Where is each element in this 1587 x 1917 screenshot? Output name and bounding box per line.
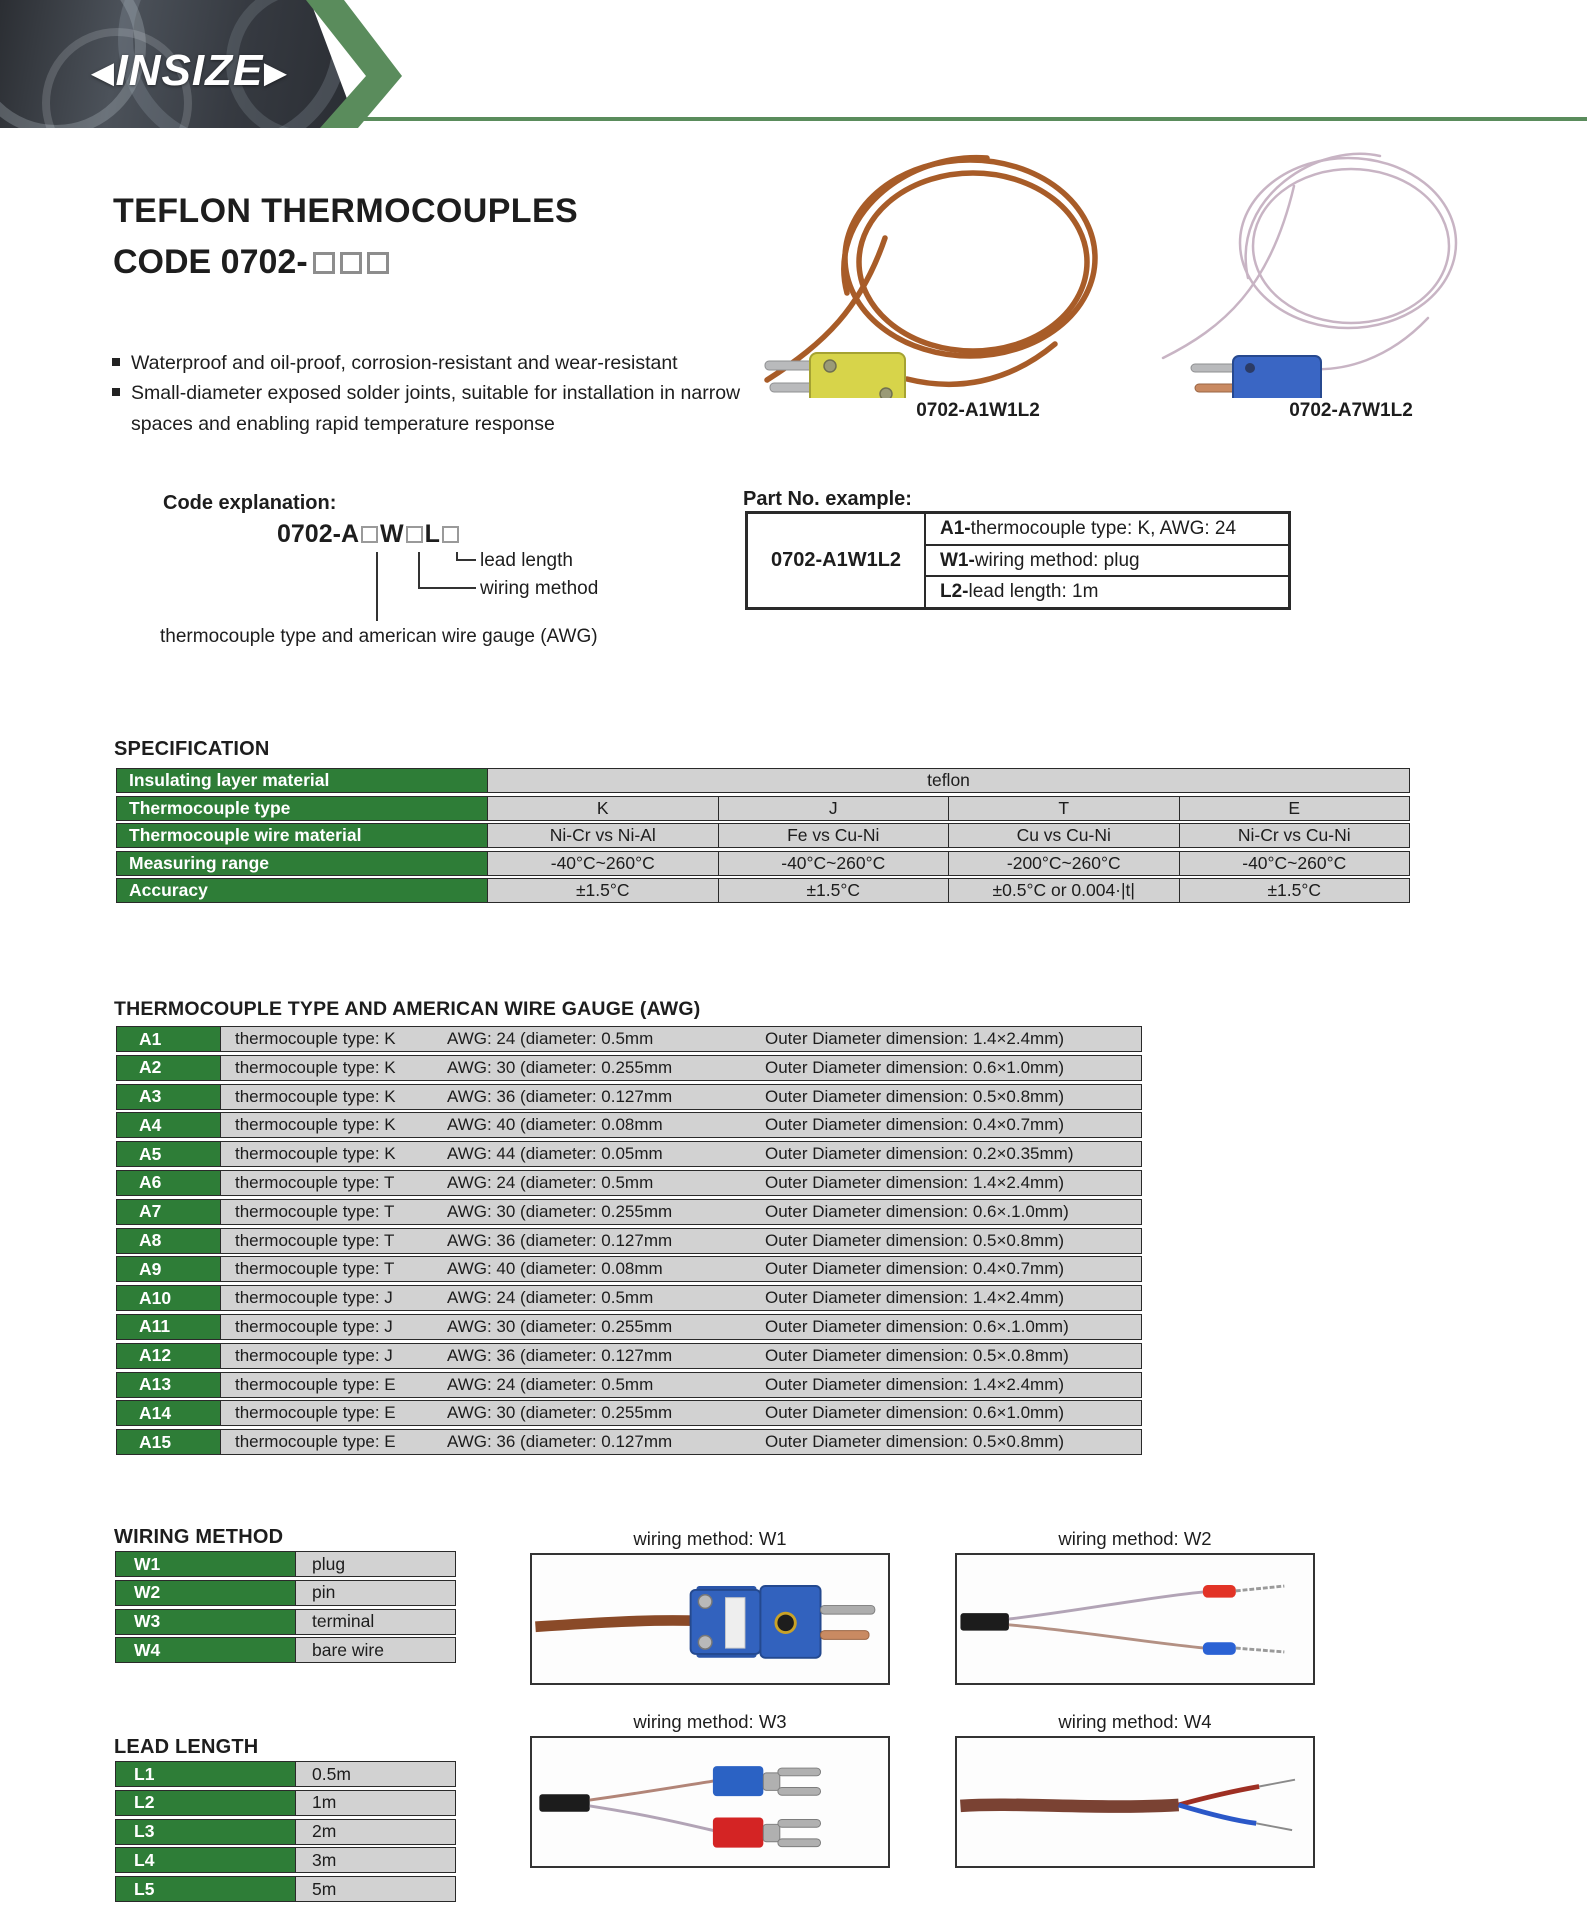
feature-item	[112, 378, 744, 439]
wiring-value-cell: plug	[296, 1552, 455, 1576]
awg-row	[116, 1256, 1142, 1282]
awg-gauge-text: AWG: 24 (diameter: 0.5mm	[447, 1374, 654, 1394]
awg-gauge-text: AWG: 30 (diameter: 0.255mm	[447, 1201, 673, 1221]
awg-row	[116, 1285, 1142, 1311]
wiring-method-heading: WIRING METHOD	[114, 1526, 284, 1548]
header-chevron	[298, 0, 410, 128]
product-label: 0702-A1W1L2	[916, 400, 1040, 421]
spec-row-label: Measuring range	[117, 852, 488, 875]
terminal-sleeve	[713, 1766, 763, 1796]
awg-type-text: thermocouple type: J	[235, 1345, 393, 1365]
awg-table	[116, 1026, 1142, 1458]
plug-label	[726, 1598, 745, 1648]
pin	[821, 1631, 869, 1640]
wiring-example-photo-w3	[530, 1736, 890, 1868]
awg-data-cell	[221, 1430, 1141, 1454]
awg-type-text: thermocouple type: K	[235, 1029, 396, 1048]
awg-data-cell	[221, 1142, 1141, 1166]
lead-row	[115, 1819, 456, 1845]
awg-type-text: thermocouple type: T	[235, 1259, 395, 1279]
lead-value-cell: 0.5m	[296, 1762, 455, 1786]
awg-type-text: thermocouple type: E	[235, 1403, 396, 1423]
spec-cell: ±1.5°C	[488, 879, 718, 902]
wiring-method-table	[115, 1551, 456, 1666]
spec-cell: Fe vs Cu-Ni	[718, 824, 949, 847]
logo-arrow-left-icon: ◀	[92, 56, 115, 88]
wiring-value-cell: bare wire	[296, 1638, 455, 1662]
wire	[960, 1805, 1178, 1807]
awg-gauge-text: AWG: 30 (diameter: 0.255mm	[447, 1057, 673, 1077]
spec-cell: -40°C~260°C	[488, 852, 718, 875]
wire-branch	[1179, 1805, 1257, 1823]
pin-illustration	[957, 1555, 1313, 1683]
lead-row	[115, 1761, 456, 1787]
awg-type-text: thermocouple type: K	[235, 1115, 396, 1135]
bullet-icon	[112, 388, 120, 396]
logo-arrow-right-icon: ▶	[264, 56, 287, 88]
awg-gauge-text: AWG: 36 (diameter: 0.127mm	[447, 1086, 673, 1106]
feature-item	[112, 348, 744, 378]
awg-type-text: thermocouple type: T	[235, 1172, 395, 1192]
bare-wire-illustration	[957, 1738, 1313, 1866]
awg-code-cell: A6	[117, 1171, 221, 1195]
awg-code-cell: A15	[117, 1430, 221, 1454]
awg-code-cell: A10	[117, 1286, 221, 1310]
awg-code-cell: A5	[117, 1142, 221, 1166]
sheath	[539, 1794, 589, 1811]
awg-od-text: Outer Diameter dimension: 0.5×.0.8mm)	[765, 1345, 1069, 1365]
awg-gauge-text: AWG: 44 (diameter: 0.05mm	[447, 1144, 663, 1164]
code-box	[406, 526, 423, 543]
spec-table	[116, 768, 1410, 906]
wire	[1009, 1625, 1205, 1648]
plug-connector	[765, 353, 905, 398]
part-prefix: W1-	[940, 549, 975, 571]
brand-logo-text: INSIZE	[115, 46, 264, 95]
product-code-title	[113, 243, 389, 282]
awg-data-cell	[221, 1085, 1141, 1109]
plug-illustration	[532, 1555, 888, 1683]
brand-logo	[92, 46, 287, 96]
awg-code-cell: A4	[117, 1113, 221, 1137]
awg-data-cell	[221, 1401, 1141, 1425]
awg-type-text: thermocouple type: J	[235, 1316, 393, 1336]
awg-data-cell	[221, 1315, 1141, 1339]
product-photo-a1w1l2	[755, 128, 1105, 398]
part-example-heading: Part No. example:	[743, 488, 912, 510]
awg-row	[116, 1429, 1142, 1455]
awg-od-text: Outer Diameter dimension: 0.5×0.8mm)	[765, 1086, 1065, 1106]
lead-value-cell: 3m	[296, 1848, 455, 1872]
code-placeholder-box	[367, 252, 389, 274]
awg-data-cell	[221, 1056, 1141, 1080]
awg-type-text: thermocouple type: K	[235, 1057, 396, 1077]
code-part: W	[380, 520, 404, 548]
awg-gauge-text: AWG: 24 (diameter: 0.5mm	[447, 1029, 654, 1048]
page-title: TEFLON THERMOCOUPLES	[113, 192, 579, 230]
pin	[821, 1605, 875, 1614]
wiring-row	[115, 1609, 456, 1635]
awg-type-text: thermocouple type: E	[235, 1374, 396, 1394]
product-label: 0702-A7W1L2	[1289, 400, 1413, 421]
code-part: 0702-A	[277, 520, 359, 548]
awg-od-text: Outer Diameter dimension: 0.5×0.8mm)	[765, 1432, 1065, 1452]
part-example-row	[926, 546, 1288, 578]
code-box	[361, 526, 378, 543]
awg-code-cell: A7	[117, 1200, 221, 1224]
awg-heading: THERMOCOUPLE TYPE AND AMERICAN WIRE GAUGE (AWG)	[114, 998, 701, 1020]
spec-cell: J	[718, 797, 949, 820]
coiled-wire	[767, 158, 1095, 385]
awg-type-text: thermocouple type: K	[235, 1144, 396, 1164]
lead-row	[115, 1847, 456, 1873]
fork-terminal-icon	[763, 1819, 820, 1846]
crimp-pin	[1203, 1585, 1236, 1598]
awg-gauge-text: AWG: 24 (diameter: 0.5mm	[447, 1288, 654, 1308]
wiring-example-photo-w1	[530, 1553, 890, 1685]
bare-tip	[1259, 1780, 1295, 1787]
lead-row	[115, 1790, 456, 1816]
spec-row	[116, 796, 1410, 821]
wiring-example-caption: wiring method: W1	[633, 1528, 787, 1549]
awg-row	[116, 1372, 1142, 1398]
code-label-wiring-method: wiring method	[480, 578, 599, 599]
awg-row	[116, 1055, 1142, 1081]
code-box	[442, 526, 459, 543]
coiled-wire	[1163, 154, 1456, 369]
spec-cell: T	[948, 797, 1179, 820]
screw-icon	[698, 1635, 712, 1649]
lead-code-cell: L1	[116, 1762, 296, 1786]
awg-row	[116, 1112, 1142, 1138]
awg-code-cell: A13	[117, 1373, 221, 1397]
awg-gauge-text: AWG: 30 (diameter: 0.255mm	[447, 1403, 673, 1423]
bare-tip	[1236, 1648, 1284, 1652]
awg-data-cell	[221, 1344, 1141, 1368]
wiring-value-cell: pin	[296, 1581, 455, 1605]
crimp-pin	[1203, 1642, 1236, 1655]
lead-length-table	[115, 1761, 456, 1905]
awg-data-cell	[221, 1027, 1141, 1051]
awg-gauge-text: AWG: 24 (diameter: 0.5mm	[447, 1172, 654, 1192]
awg-code-cell: A8	[117, 1229, 221, 1253]
awg-od-text: Outer Diameter dimension: 0.6×.1.0mm)	[765, 1316, 1069, 1336]
wire-branch	[1179, 1786, 1259, 1804]
part-number-cell: 0702-A1W1L2	[748, 514, 926, 607]
awg-od-text: Outer Diameter dimension: 0.4×0.7mm)	[765, 1259, 1065, 1279]
lead-code-cell: L2	[116, 1791, 296, 1815]
awg-gauge-text: AWG: 36 (diameter: 0.127mm	[447, 1230, 673, 1250]
wiring-example-caption: wiring method: W3	[633, 1711, 787, 1732]
awg-type-text: thermocouple type: T	[235, 1230, 395, 1250]
awg-row	[116, 1400, 1142, 1426]
awg-code-cell: A3	[117, 1085, 221, 1109]
spec-cell: ±1.5°C	[1179, 879, 1410, 902]
bare-tip	[1256, 1823, 1292, 1830]
header-rule	[352, 117, 1587, 121]
awg-code-cell: A12	[117, 1344, 221, 1368]
lead-length-heading: LEAD LENGTH	[114, 1736, 259, 1758]
spec-row-label: Insulating layer material	[117, 769, 488, 792]
wiring-code-cell: W4	[116, 1638, 296, 1662]
awg-od-text: Outer Diameter dimension: 0.6×.1.0mm)	[765, 1201, 1069, 1221]
spec-row	[116, 851, 1410, 876]
part-prefix: L2-	[940, 581, 969, 603]
spec-cell: Ni-Cr vs Cu-Ni	[1179, 824, 1410, 847]
awg-od-text: Outer Diameter dimension: 0.6×1.0mm)	[765, 1057, 1065, 1077]
wire	[1009, 1592, 1205, 1619]
spec-row	[116, 768, 1410, 793]
awg-data-cell	[221, 1373, 1141, 1397]
code-string	[277, 520, 461, 549]
part-example-table	[745, 511, 1291, 610]
plug-hole	[776, 1613, 795, 1632]
terminal-illustration	[532, 1738, 888, 1866]
product-code-prefix: CODE 0702-	[113, 243, 308, 281]
product-photo-a7w1l2	[1128, 128, 1478, 398]
awg-od-text: Outer Diameter dimension: 0.6×1.0mm)	[765, 1403, 1065, 1423]
awg-row	[116, 1199, 1142, 1225]
awg-row	[116, 1314, 1142, 1340]
wiring-code-cell: W3	[116, 1610, 296, 1634]
awg-od-text: Outer Diameter dimension: 1.4×2.4mm)	[765, 1288, 1065, 1308]
wiring-example-photo-w2	[955, 1553, 1315, 1685]
part-prefix: A1-	[940, 517, 971, 539]
awg-row	[116, 1170, 1142, 1196]
part-example-rows	[926, 514, 1288, 607]
plug-connector	[1191, 356, 1321, 398]
code-label-thermocouple: thermocouple type and american wire gauge (AWG)	[160, 626, 598, 647]
feature-text: Waterproof and oil-proof, corrosion-resistant and wear-resistant	[131, 352, 678, 374]
code-placeholder-box	[340, 252, 362, 274]
awg-gauge-text: AWG: 36 (diameter: 0.127mm	[447, 1345, 673, 1365]
awg-row	[116, 1084, 1142, 1110]
lead-row	[115, 1876, 456, 1902]
sheath	[960, 1613, 1008, 1630]
bare-tip	[1236, 1586, 1284, 1591]
spec-row-label: Accuracy	[117, 879, 488, 902]
awg-code-cell: A9	[117, 1257, 221, 1281]
wire	[535, 1620, 700, 1626]
awg-code-cell: A14	[117, 1401, 221, 1425]
awg-od-text: Outer Diameter dimension: 0.2×0.35mm)	[765, 1144, 1074, 1164]
awg-od-text: Outer Diameter dimension: 1.4×2.4mm)	[765, 1374, 1065, 1394]
code-label-lead-length: lead length	[480, 550, 573, 571]
spec-row-label: Thermocouple wire material	[117, 824, 488, 847]
awg-data-cell	[221, 1229, 1141, 1253]
spec-heading: SPECIFICATION	[114, 738, 270, 760]
lead-code-cell: L3	[116, 1820, 296, 1844]
spec-cell: K	[488, 797, 718, 820]
part-example-row	[926, 514, 1288, 546]
feature-text: Small-diameter exposed solder joints, suitable for installation in narrow spaces and enabling rapid temperature response	[131, 382, 741, 435]
awg-data-cell	[221, 1171, 1141, 1195]
spec-cell: E	[1179, 797, 1410, 820]
awg-data-cell	[221, 1257, 1141, 1281]
awg-od-text: Outer Diameter dimension: 1.4×2.4mm)	[765, 1029, 1065, 1048]
awg-gauge-text: AWG: 40 (diameter: 0.08mm	[447, 1259, 663, 1279]
wiring-code-cell: W1	[116, 1552, 296, 1576]
awg-code-cell: A1	[117, 1027, 221, 1051]
awg-row	[116, 1228, 1142, 1254]
feature-list	[112, 348, 744, 439]
part-text: wiring method: plug	[974, 549, 1140, 571]
spec-cell: -200°C~260°C	[948, 852, 1179, 875]
spec-cell: Ni-Cr vs Ni-Al	[488, 824, 718, 847]
awg-data-cell	[221, 1286, 1141, 1310]
awg-od-text: Outer Diameter dimension: 0.4×0.7mm)	[765, 1115, 1065, 1135]
bullet-icon	[112, 358, 120, 366]
wire	[590, 1781, 716, 1800]
awg-data-cell	[221, 1113, 1141, 1137]
awg-gauge-text: AWG: 30 (diameter: 0.255mm	[447, 1316, 673, 1336]
wiring-example-caption: wiring method: W2	[1058, 1528, 1212, 1549]
spec-cell: ±1.5°C	[718, 879, 949, 902]
spec-cell: -40°C~260°C	[1179, 852, 1410, 875]
wiring-row	[115, 1580, 456, 1606]
awg-type-text: thermocouple type: J	[235, 1288, 393, 1308]
lead-value-cell: 1m	[296, 1791, 455, 1815]
code-part: L	[424, 520, 440, 548]
fork-terminal-icon	[763, 1768, 820, 1795]
awg-type-text: thermocouple type: K	[235, 1086, 396, 1106]
part-text: lead length: 1m	[968, 581, 1099, 603]
awg-od-text: Outer Diameter dimension: 0.5×0.8mm)	[765, 1230, 1065, 1250]
awg-type-text: thermocouple type: T	[235, 1201, 395, 1221]
spec-row	[116, 878, 1410, 903]
part-example-row	[926, 577, 1288, 607]
wiring-row	[115, 1551, 456, 1577]
lead-value-cell: 2m	[296, 1820, 455, 1844]
wiring-example-photo-w4	[955, 1736, 1315, 1868]
lead-value-cell: 5m	[296, 1877, 455, 1901]
awg-od-text: Outer Diameter dimension: 1.4×2.4mm)	[765, 1172, 1065, 1192]
part-text: thermocouple type: K, AWG: 24	[970, 517, 1237, 539]
wiring-example-caption: wiring method: W4	[1058, 1711, 1212, 1732]
awg-type-text: thermocouple type: E	[235, 1432, 396, 1452]
spec-row	[116, 823, 1410, 848]
awg-code-cell: A11	[117, 1315, 221, 1339]
wiring-code-cell: W2	[116, 1581, 296, 1605]
spec-row-label: Thermocouple type	[117, 797, 488, 820]
lead-code-cell: L5	[116, 1877, 296, 1901]
code-explanation-heading: Code explanation:	[163, 492, 337, 514]
spec-cell: -40°C~260°C	[718, 852, 949, 875]
terminal-sleeve	[713, 1818, 763, 1848]
code-placeholder-box	[313, 252, 335, 274]
awg-row	[116, 1026, 1142, 1052]
screw-icon	[698, 1595, 712, 1609]
spec-cell: ±0.5°C or 0.004·|t|	[948, 879, 1179, 902]
lead-code-cell: L4	[116, 1848, 296, 1872]
awg-data-cell	[221, 1200, 1141, 1224]
wiring-value-cell: terminal	[296, 1610, 455, 1634]
awg-row	[116, 1141, 1142, 1167]
wire	[590, 1806, 716, 1831]
spec-cell: Cu vs Cu-Ni	[948, 824, 1179, 847]
awg-code-cell: A2	[117, 1056, 221, 1080]
awg-gauge-text: AWG: 40 (diameter: 0.08mm	[447, 1115, 663, 1135]
spec-cell: teflon	[488, 769, 1409, 792]
awg-gauge-text: AWG: 36 (diameter: 0.127mm	[447, 1432, 673, 1452]
wiring-row	[115, 1637, 456, 1663]
awg-row	[116, 1343, 1142, 1369]
